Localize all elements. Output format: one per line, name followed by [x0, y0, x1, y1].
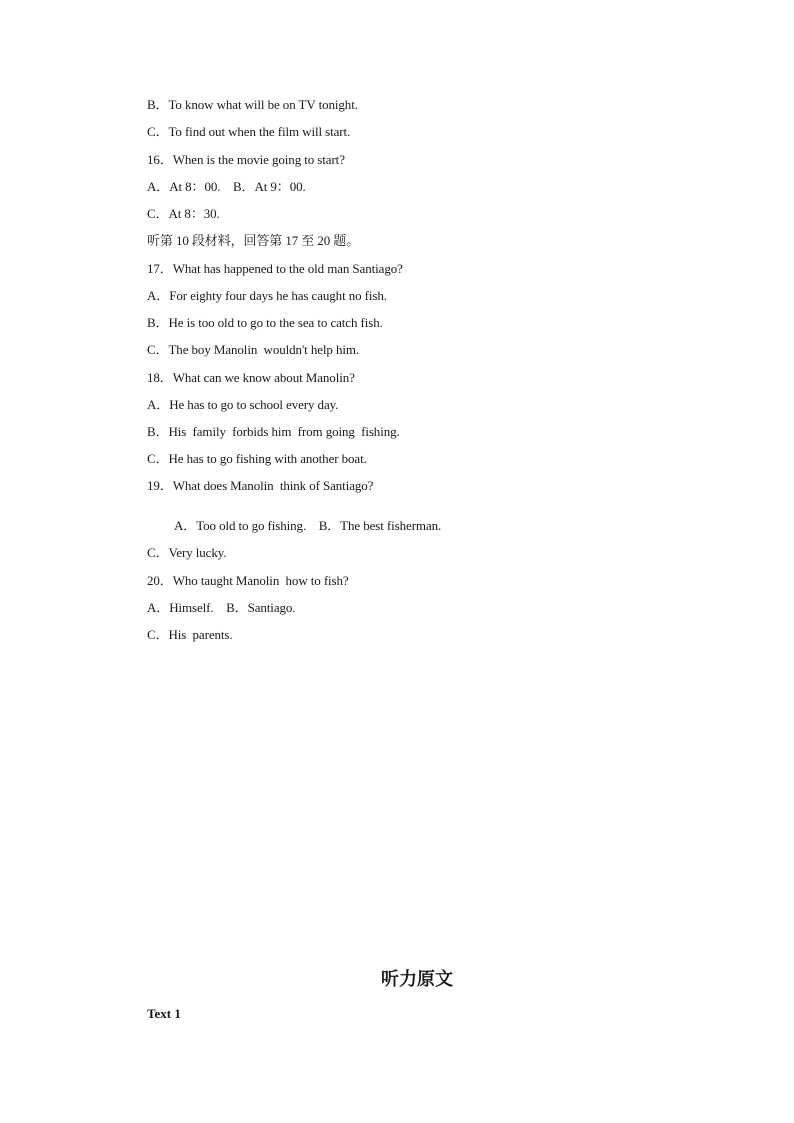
option-17c: C．The boy Manolin wouldn't help him. — [147, 342, 360, 357]
option-18c: C．He has to go fishing with another boat. — [147, 451, 367, 466]
question-20: 20．Who taught Manolin how to fish? — [147, 573, 349, 588]
option-18a: A．He has to go to school every day. — [147, 397, 339, 412]
question-16: 16．When is the movie going to start? — [147, 152, 345, 167]
question-19: 19．What does Manolin think of Santiago? — [147, 478, 374, 493]
option-17a: A．For eighty four days he has caught no fish. — [147, 288, 387, 303]
option-16c: C．At 8：30. — [147, 206, 220, 221]
option-17b: B．He is too old to go to the sea to catch fish. — [147, 315, 383, 330]
option-20c: C．His parents. — [147, 627, 233, 642]
text1-label: Text 1 — [147, 1006, 181, 1021]
options-19-ab: A．Too old to go fishing. B．The best fisherman. — [174, 518, 442, 533]
option-15b: B．To know what will be on TV tonight. — [147, 97, 358, 112]
transcript-heading: 听力原文 — [381, 969, 453, 990]
options-16-ab: A．At 8：00. B．At 9：00. — [147, 179, 306, 194]
question-17: 17．What has happened to the old man Santiago? — [147, 261, 403, 276]
option-15c: C．To find out when the film will start. — [147, 124, 351, 139]
section-instruction: 听第 10 段材料，回答第 17 至 20 题。 — [147, 233, 360, 248]
option-18b: B．His family forbids him from going fishing. — [147, 424, 400, 439]
options-20-ab: A．Himself. B．Santiago. — [147, 600, 296, 615]
option-19c: C．Very lucky. — [147, 545, 227, 560]
question-18: 18．What can we know about Manolin? — [147, 370, 355, 385]
